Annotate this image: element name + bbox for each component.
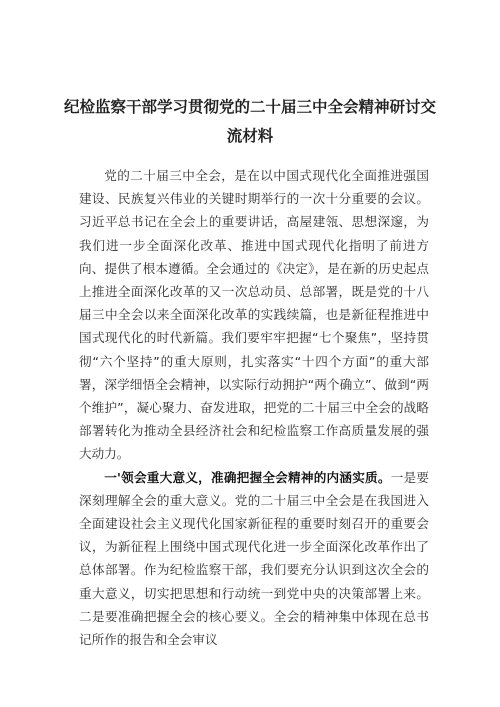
document-title: 纪检监察干部学习贯彻党的二十届三中全会精神研讨交流材料	[63, 98, 436, 145]
document-body	[79, 164, 429, 651]
paragraph-intro	[79, 164, 429, 466]
paragraph-section-one-text: 一是要深刻理解全会的重大意义。党的二十届三中全会是在我国进入全面建设社会主义现代化国家新征程的重要时刻召开的重要会议，为新征程上围绕中国式现代化进一步全面深化改革作出了总体部署。作为纪检监察干部，我们要充分认识到这次全会的重大意义，切实把思想和行动统一到党中央的决策部署上来。二是要准确把握全会的核心要义。全会的精神集中体现在总书记所作的报告和全会审议	[79, 469, 430, 648]
paragraph-section-one	[79, 466, 429, 652]
paragraph-intro-text: 党的二十届三中全会，是在以中国式现代化全面推进强国建设、民族复兴伟业的关键时期举行的一次十分重要的会议。习近平总书记在全会上的重要讲话，高屋建瓴、思想深邃，为我们进一步全面深化改革、推进中国式现代化指明了前进方向、提供了根本遵循。全会通过的《决定》，是在新的历史起点上推进全面深化改革的又一次总动员、总部署，既是党的十八届三中全会以来全面深化改革的实践续篇，也是新征程推进中国式现代化的时代新篇。我们要牢牢把握“七个聚焦”，坚持贯彻“六个坚持”的重大原则，扎实落实“十四个方面”的重大部署，深学细悟全会精神，以实际行动拥护“两个确立”、做到“两个维护”，凝心聚力、奋发进取，把党的二十届三中全会的战略部署转化为推动全县经济社会和纪检监察工作高质量发展的强大动力。	[79, 168, 429, 462]
section-one-heading: 一'领会重大意义，准确把握全会精神的内涵实质。	[104, 469, 391, 485]
